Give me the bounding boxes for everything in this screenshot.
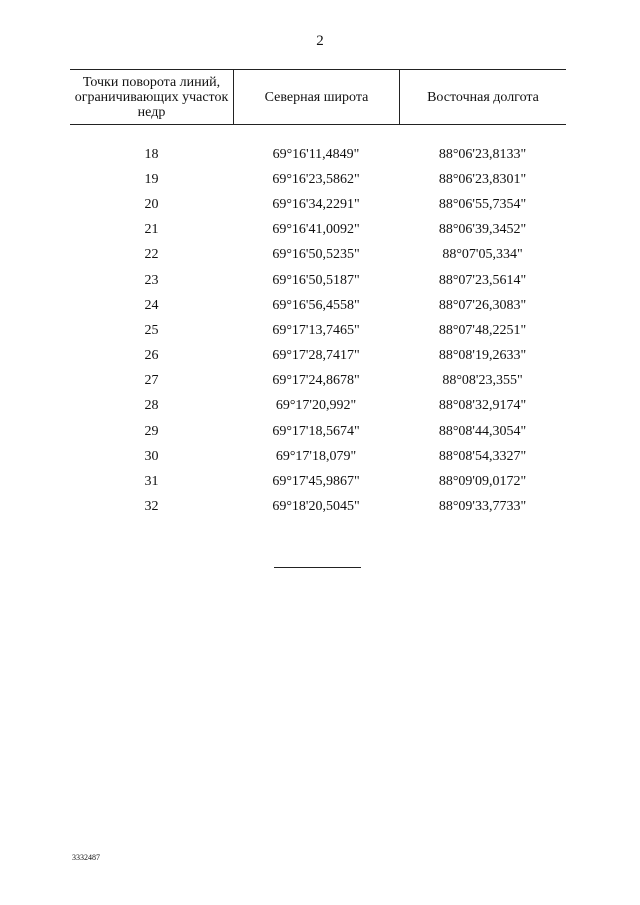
table-row [70, 268, 566, 293]
latitude-value: 69°17'18,5674" [272, 423, 360, 439]
table-row [70, 243, 566, 268]
latitude-value: 69°18'20,5045" [272, 499, 360, 515]
header-latitude: Северная широта [234, 70, 400, 124]
point-number: 25 [144, 322, 159, 338]
table-row [70, 318, 566, 343]
longitude-value: 88°08'19,2633" [438, 348, 527, 364]
table-row [70, 394, 566, 419]
latitude-value: 69°17'28,7417" [272, 348, 360, 364]
latitude-value: 69°17'20,992" [275, 398, 357, 414]
latitude-value: 69°17'24,8678" [272, 373, 360, 389]
point-number: 29 [144, 423, 159, 439]
longitude-value: 88°08'32,9174" [438, 398, 527, 414]
table-row [70, 344, 566, 369]
point-number: 27 [144, 373, 159, 389]
latitude-value: 69°16'50,5187" [272, 272, 360, 288]
page-number: 2 [316, 33, 324, 49]
point-number: 21 [144, 222, 159, 238]
longitude-value: 88°08'23,355" [442, 373, 523, 389]
table-row [70, 469, 566, 494]
table-row [70, 495, 566, 520]
latitude-value: 69°16'34,2291" [272, 196, 360, 212]
table-row [70, 192, 566, 217]
table-row [70, 419, 566, 444]
point-number: 32 [144, 499, 159, 515]
latitude-value: 69°17'18,079" [275, 448, 357, 464]
point-number: 23 [144, 272, 159, 288]
longitude-value: 88°06'55,7354" [438, 196, 527, 212]
point-number: 26 [144, 348, 159, 364]
point-number: 28 [144, 398, 159, 414]
latitude-value: 69°16'41,0092" [272, 222, 360, 238]
latitude-value: 69°17'45,9867" [272, 474, 360, 490]
longitude-value: 88°07'26,3083" [438, 297, 527, 313]
point-number: 22 [144, 247, 159, 263]
longitude-value: 88°06'23,8133" [438, 146, 527, 162]
longitude-value: 88°07'48,2251" [438, 322, 527, 338]
header-longitude: Восточная долгота [427, 89, 539, 105]
longitude-value: 88°09'33,7733" [438, 499, 527, 515]
point-number: 31 [144, 474, 159, 490]
longitude-value: 88°06'39,3452" [438, 222, 527, 238]
table-body [70, 125, 566, 520]
coordinates-table [70, 69, 566, 520]
end-divider [274, 567, 361, 568]
point-number: 20 [144, 196, 159, 212]
point-number: 30 [144, 448, 159, 464]
table-row [70, 293, 566, 318]
point-number: 18 [144, 146, 159, 162]
latitude-value: 69°17'13,7465" [272, 322, 360, 338]
table-row [70, 444, 566, 469]
document-code: 3332487 [72, 853, 100, 862]
longitude-value: 88°08'44,3054" [438, 423, 527, 439]
table-header [70, 69, 566, 125]
latitude-value: 69°16'11,4849" [272, 146, 360, 162]
header-points: Точки поворота линий, ограничивающих участок недр [70, 70, 234, 124]
point-number: 19 [144, 171, 159, 187]
table-row [70, 218, 566, 243]
longitude-value: 88°07'05,334" [442, 247, 523, 263]
latitude-value: 69°16'56,4558" [272, 297, 360, 313]
longitude-value: 88°08'54,3327" [438, 448, 527, 464]
latitude-value: 69°16'23,5862" [272, 171, 360, 187]
longitude-value: 88°09'09,0172" [438, 474, 527, 490]
table-row [70, 142, 566, 167]
latitude-value: 69°16'50,5235" [272, 247, 360, 263]
longitude-value: 88°06'23,8301" [438, 171, 527, 187]
table-row [70, 369, 566, 394]
table-row [70, 167, 566, 192]
longitude-value: 88°07'23,5614" [438, 272, 527, 288]
point-number: 24 [144, 297, 159, 313]
